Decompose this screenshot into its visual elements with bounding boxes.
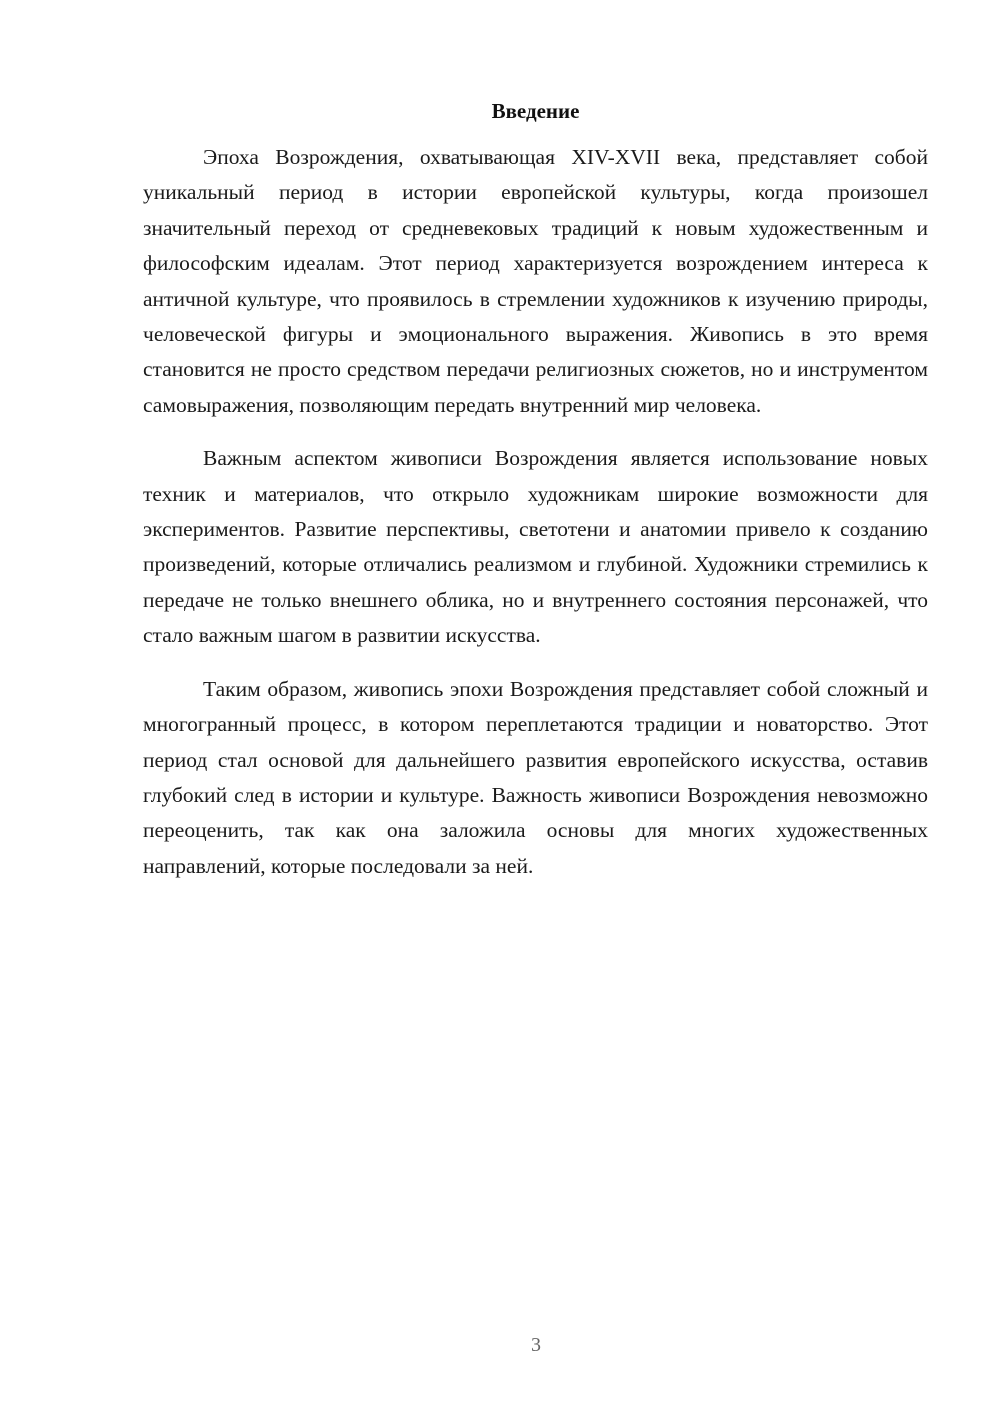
paragraph-2: Важным аспектом живописи Возрождения является использование новых техник и материалов, что открыло художникам широкие возможности для экспериментов. Развитие перспективы, светотени и анатомии привело к созданию произведений, которые отличались реализмом и глубиной. Художники стремились к передаче не только внешнего облика, но и внутреннего состояния персонажей, что стало важным шагом в развитии искусства. bbox=[143, 446, 928, 648]
page-content bbox=[143, 96, 928, 902]
paragraph-1: Эпоха Возрождения, охватывающая XIV-XVII века, представляет собой уникальный период в истории европейской культуры, когда произошел значительный переход от средневековых традиций к новым художественным и философским идеалам. Этот период характеризуется возрождением интереса к античной культуре, что проявилось в стремлении художников к изучению природы, человеческой фигуры и эмоционального выражения. Живопись в это время становится не просто средством передачи религиозных сюжетов, но и инструментом самовыражения, позволяющим передать внутренний мир человека. bbox=[143, 145, 928, 417]
page-number: 3 bbox=[531, 1334, 541, 1356]
section-heading: Введение bbox=[491, 99, 580, 123]
paragraph-3: Таким образом, живопись эпохи Возрождения представляет собой сложный и многогранный процесс, в котором переплетаются традиции и новаторство. Этот период стал основой для дальнейшего развития европейского искусства, оставив глубокий след в истории и культуре. Важность живописи Возрождения невозможно переоценить, так как она заложила основы для многих художественных направлений, которые последовали за ней. bbox=[143, 676, 928, 878]
